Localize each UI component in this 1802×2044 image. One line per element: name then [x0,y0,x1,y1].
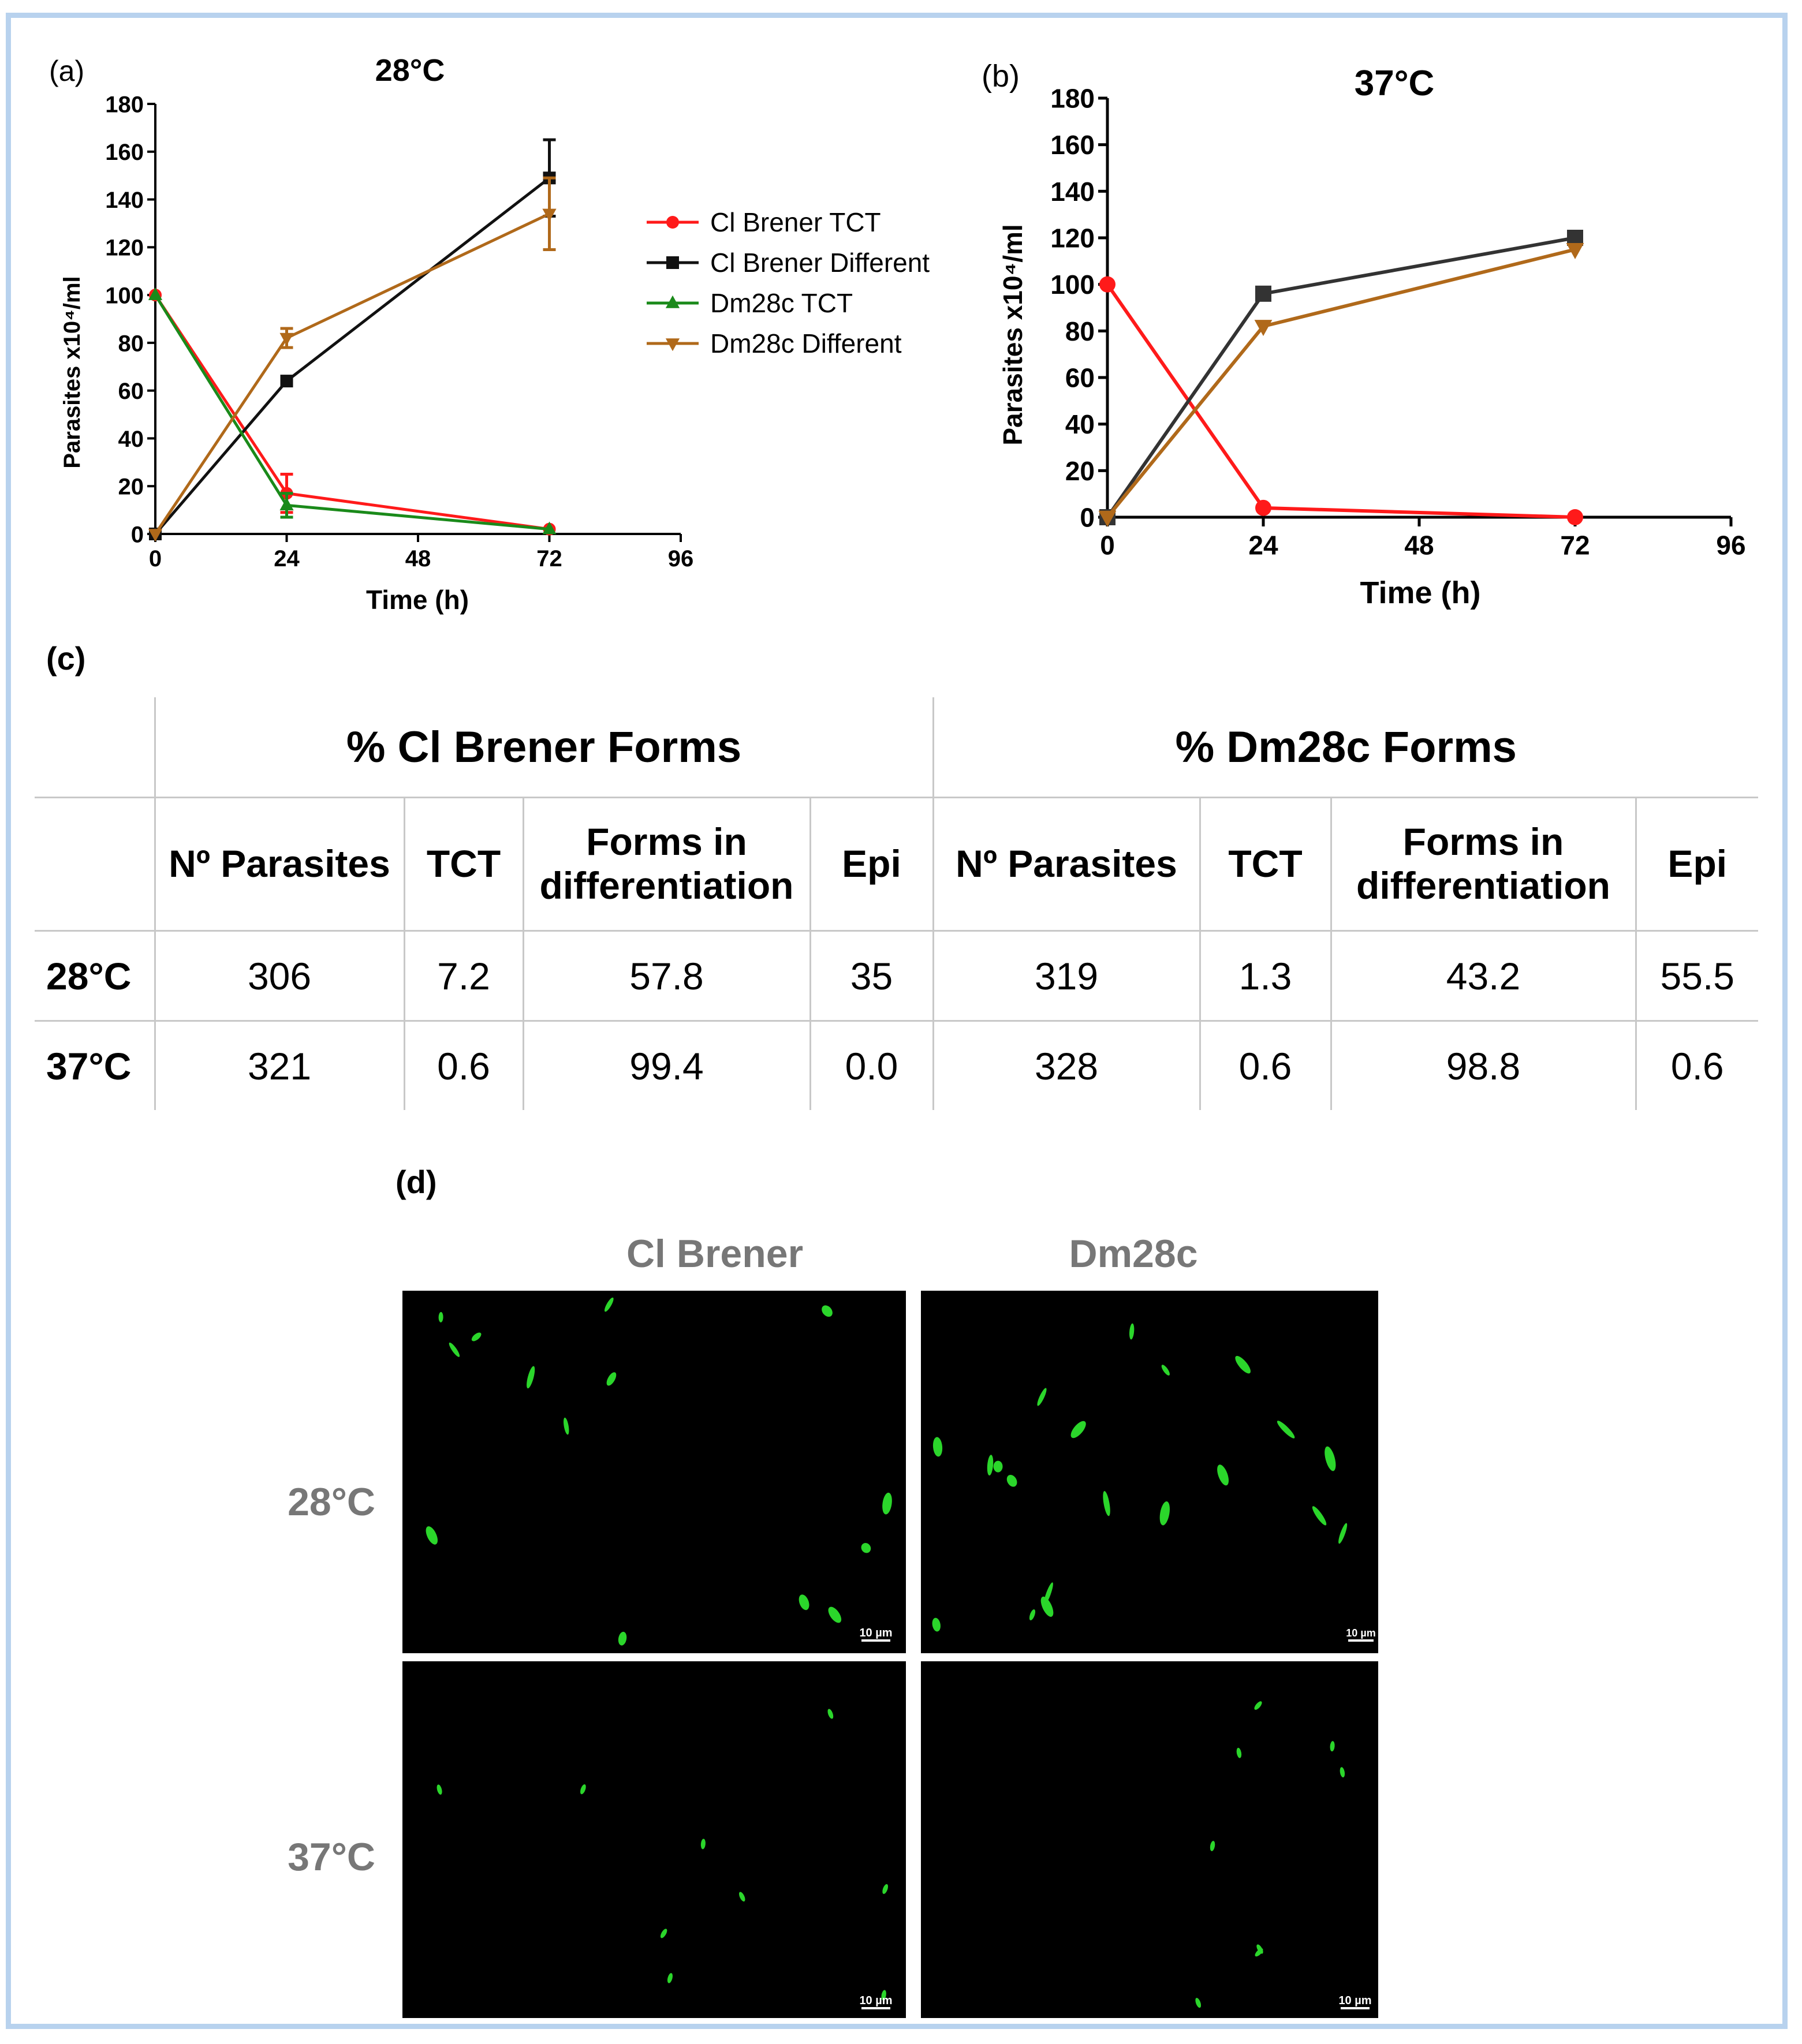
micrograph-dm28c-37c [921,1661,1378,2018]
y-tick-label: 60 [1065,363,1095,393]
chart-a-title: 28°C [375,53,445,88]
table-cell: 57.8 [523,931,810,1021]
x-tick-label: 48 [405,546,431,571]
chart-a [35,40,727,623]
series-line [155,178,550,534]
micrograph-cl-brener-28c [402,1291,906,1653]
y-tick-label: 120 [105,235,144,261]
x-tick-label: 0 [1100,530,1115,560]
y-tick-label: 40 [1065,409,1095,440]
y-tick-label: 160 [105,140,144,166]
chart-b-ylabel: Parasites x10⁴/ml [998,224,1028,446]
x-tick-label: 96 [667,546,694,571]
table-corner [35,697,155,798]
table-row-label: 28°C [35,931,155,1021]
table-cell: 0.6 [404,1021,523,1111]
table-corner [35,798,155,931]
legend-item [647,288,853,318]
x-tick-label: 0 [148,546,162,571]
table-cell: 306 [155,931,404,1021]
table-column-header: Forms in differentiation [523,798,810,931]
micro-row-label: 28°C [288,1480,375,1524]
table-row [35,931,1758,1021]
table-column-header: TCT [1200,798,1331,931]
data-point [1567,509,1583,525]
table-cell: 0.6 [1636,1021,1758,1111]
y-tick-label: 20 [1065,455,1095,486]
y-tick-label: 120 [1050,223,1095,253]
micro-row-label: 37°C [288,1835,375,1879]
panel-label-b: (b) [982,59,1020,94]
panel-label-c: (c) [46,640,86,677]
data-point [1099,276,1115,293]
legend-marker [666,256,679,269]
chart-b-axes [1050,84,1745,560]
data-point [281,375,293,387]
table-cell: 43.2 [1331,931,1636,1021]
chart-a-xlabel: Time (h) [365,585,469,615]
table-cell: 55.5 [1636,931,1758,1021]
chart-a-ylabel: Parasites x10⁴/ml [59,276,85,469]
legend-label: Dm28c TCT [710,288,853,318]
table-cell: 0.6 [1200,1021,1331,1111]
table-column-header: Epi [810,798,933,931]
y-tick-label: 80 [1065,316,1095,346]
table-cell: 35 [810,931,933,1021]
table-cell: 98.8 [1331,1021,1636,1111]
series-line [155,214,550,534]
table-cell: 319 [933,931,1200,1021]
scale-bar [1338,1994,1371,2008]
micro-col-label: Cl Brener [626,1232,804,1276]
y-tick-label: 60 [118,379,144,405]
x-tick-label: 72 [536,546,562,571]
micro-col-label: Dm28c [1069,1232,1198,1276]
series-line [1107,285,1575,517]
legend-item [647,328,902,358]
chart-a-legend [635,190,958,381]
micrograph-panel [231,1224,1397,2032]
forms-table [35,697,1758,1110]
y-tick-label: 180 [1050,83,1095,114]
legend-item [647,207,881,237]
x-tick-label: 24 [1248,530,1278,560]
y-tick-label: 100 [105,283,144,309]
y-tick-label: 160 [1050,130,1095,160]
panel-label-d: (d) [396,1164,437,1200]
y-tick-label: 140 [105,187,144,213]
scale-bar [1346,1627,1375,1641]
table-group-header: % Dm28c Forms [933,697,1758,798]
table-cell: 1.3 [1200,931,1331,1021]
data-point [1255,286,1271,302]
legend-label: Cl Brener TCT [710,207,881,237]
table-cell: 99.4 [523,1021,810,1111]
table-column-header: Nº Parasites [155,798,404,931]
x-tick-label: 48 [1404,530,1434,560]
table-cell: 328 [933,1021,1200,1111]
chart-b-title: 37°C [1354,63,1435,103]
legend-marker [666,216,679,229]
legend-item [647,248,930,278]
x-tick-label: 72 [1560,530,1590,560]
y-tick-label: 0 [1080,502,1095,533]
chart-a-axes [105,92,693,571]
y-tick-label: 20 [118,474,144,500]
chart-b-xlabel: Time (h) [1360,576,1481,610]
chart-a-marks [148,140,557,541]
y-tick-label: 100 [1050,270,1095,300]
chart-b [970,52,1755,623]
table-group-header: % Cl Brener Forms [155,697,933,798]
table-row-label: 37°C [35,1021,155,1111]
y-tick-label: 0 [130,522,144,548]
scale-bar-label: 10 µm [1346,1627,1376,1639]
legend-label: Cl Brener Different [710,248,930,278]
data-point [1255,500,1271,516]
panel-label-a: (a) [49,55,85,87]
scale-bar-label: 10 µm [859,1627,893,1639]
y-tick-label: 140 [1050,176,1095,207]
table-cell: 0.0 [810,1021,933,1111]
chart-b-marks [1099,230,1584,527]
scale-bar [859,1627,892,1641]
y-tick-label: 80 [118,331,144,357]
x-tick-label: 24 [274,546,300,571]
legend-label: Dm28c Different [710,328,902,358]
table-row [35,1021,1758,1111]
y-tick-label: 180 [105,92,144,118]
y-tick-label: 40 [118,426,144,452]
table-column-header: Forms in differentiation [1331,798,1636,931]
table-column-header: Nº Parasites [933,798,1200,931]
parasite-cell [994,1461,1003,1473]
table-cell: 7.2 [404,931,523,1021]
table-cell: 321 [155,1021,404,1111]
x-tick-label: 96 [1716,530,1746,560]
scale-bar-label: 10 µm [859,1994,893,2007]
table-column-header: TCT [404,798,523,931]
scale-bar [859,1994,892,2008]
table-column-header: Epi [1636,798,1758,931]
series-line [1107,238,1575,517]
scale-bar-label: 10 µm [1338,1994,1372,2007]
